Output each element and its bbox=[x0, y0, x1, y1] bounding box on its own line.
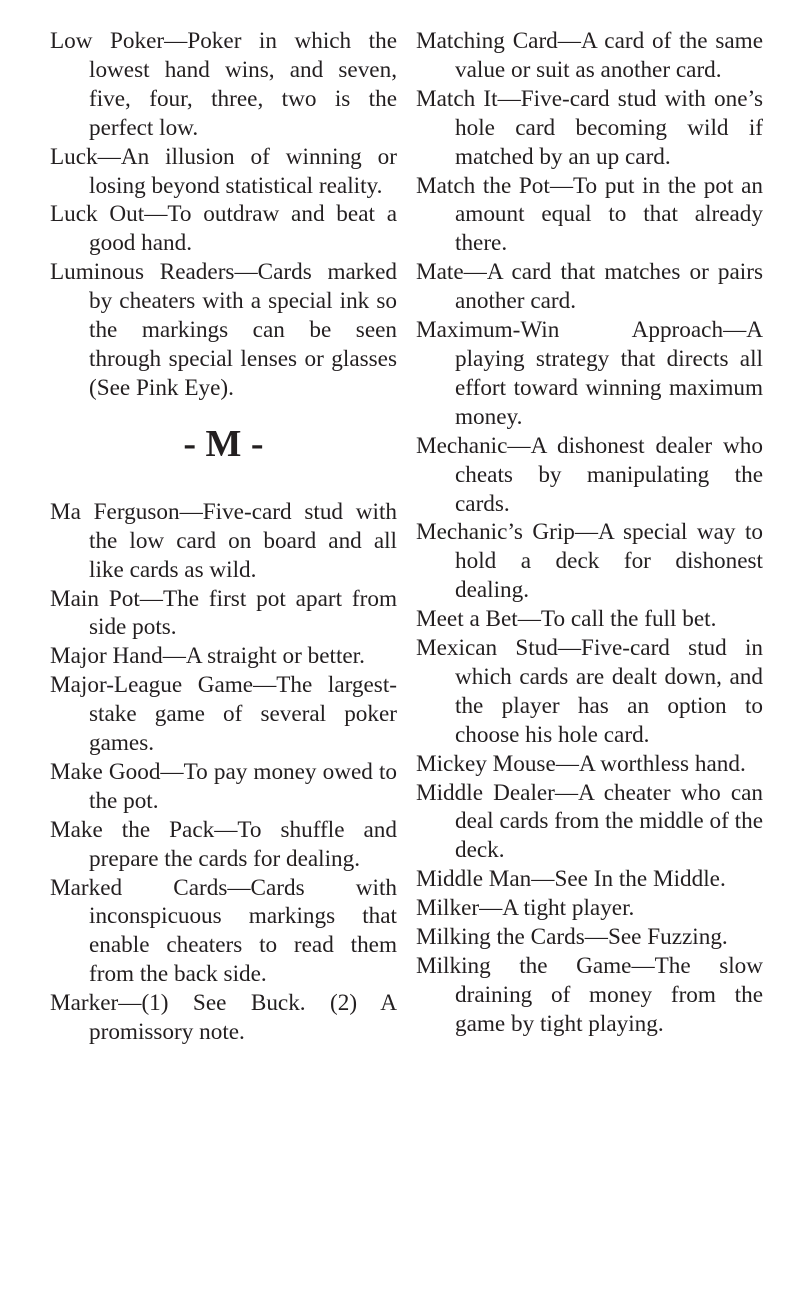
glossary-term: Match the Pot bbox=[416, 172, 550, 199]
term-separator: — bbox=[234, 259, 258, 286]
glossary-definition: Cards with inconspicuous markings that enable cheaters to read them from the back side. bbox=[89, 874, 397, 988]
term-separator: — bbox=[517, 606, 541, 633]
glossary-definition: The first pot apart from side pots. bbox=[89, 585, 397, 641]
glossary-entry bbox=[50, 498, 397, 585]
glossary-entry bbox=[50, 874, 397, 990]
glossary-definition: A dishonest dealer who cheats by manipulating the cards. bbox=[455, 432, 763, 517]
glossary-term: Ma Ferguson bbox=[50, 498, 180, 525]
glossary-definition: A special way to hold a deck for dishonest dealing. bbox=[455, 519, 763, 604]
term-separator: — bbox=[227, 874, 251, 901]
glossary-definition: To pay money owed to the pot. bbox=[89, 758, 397, 814]
glossary-term: Low Poker bbox=[50, 28, 165, 54]
glossary-term: Marker bbox=[50, 990, 119, 1017]
glossary-term: Make Good bbox=[50, 758, 161, 785]
glossary-definition: The slow draining of money from the game by tight playing. bbox=[455, 953, 764, 1037]
term-separator: — bbox=[574, 519, 599, 546]
glossary-entry bbox=[416, 27, 763, 85]
glossary-term: Mexican Stud bbox=[416, 635, 558, 662]
glossary-definition: A card that matches or pairs another card. bbox=[455, 259, 763, 315]
glossary-term: Mechanic bbox=[416, 432, 508, 459]
glossary-term: Marked Cards bbox=[50, 874, 228, 901]
term-separator: — bbox=[479, 895, 503, 922]
term-separator: — bbox=[214, 816, 238, 843]
glossary-entry bbox=[50, 585, 397, 643]
glossary-definition: A playing strategy that directs all effort toward winning maximum money. bbox=[455, 317, 763, 430]
glossary-definition: To shuffle and prepare the cards for dealing. bbox=[89, 816, 397, 872]
glossary-term: Mechanic’s Grip bbox=[416, 519, 575, 546]
glossary-definition: Five-card stud in which cards are dealt down, and the player has an option to choose his hole card. bbox=[455, 635, 763, 748]
term-separator: — bbox=[531, 866, 555, 893]
glossary-definition: Cards marked by cheaters with a special ink so the markings can be seen through special lenses or glasses (See Pink Eye). bbox=[89, 259, 397, 401]
glossary-definition: (1) See Buck. (2) A promissory note. bbox=[89, 990, 397, 1046]
glossary-entry bbox=[50, 671, 397, 758]
glossary-entry bbox=[416, 952, 763, 1039]
glossary-definition: See Fuzzing. bbox=[607, 924, 728, 951]
glossary-term: Major Hand bbox=[50, 643, 163, 670]
glossary-entry bbox=[416, 85, 763, 172]
glossary-term: Mate bbox=[416, 259, 464, 286]
term-separator: — bbox=[253, 672, 277, 699]
glossary-definition: A cheater who can deal cards from the middle of the deck. bbox=[455, 779, 764, 864]
glossary-entry bbox=[416, 779, 763, 866]
term-separator: — bbox=[554, 779, 579, 806]
glossary-definition: Five-card stud with the low card on board and all like cards as wild. bbox=[89, 498, 397, 583]
glossary-term: Maximum-Win Approach bbox=[416, 317, 724, 344]
glossary-entry bbox=[416, 518, 763, 605]
glossary-entry bbox=[50, 258, 397, 403]
glossary-definition: An illusion of winning or losing beyond statistical reality. bbox=[89, 143, 397, 199]
glossary-term: Mickey Mouse bbox=[416, 750, 556, 777]
glossary-entry bbox=[50, 758, 397, 816]
glossary-term: Matching Card bbox=[416, 28, 558, 54]
term-separator: — bbox=[97, 143, 121, 170]
term-separator: — bbox=[549, 172, 574, 199]
glossary-term: Luck bbox=[50, 143, 98, 170]
glossary-entry bbox=[50, 816, 397, 874]
glossary-entry bbox=[416, 172, 763, 259]
entries-after-m bbox=[50, 498, 397, 1047]
glossary-entry bbox=[50, 989, 397, 1047]
glossary-definition: A card of the same value or suit as another card. bbox=[455, 28, 763, 83]
glossary-definition: To call the full bet. bbox=[540, 606, 717, 633]
term-separator: — bbox=[497, 85, 521, 112]
glossary-term: Main Pot bbox=[50, 585, 140, 612]
term-separator: — bbox=[557, 635, 582, 662]
term-separator: — bbox=[507, 432, 531, 459]
term-separator: — bbox=[555, 750, 579, 777]
glossary-definition: A worthless hand. bbox=[578, 750, 746, 777]
glossary-definition: Poker in which the lowest hand wins, and seven, five, four, three, two is the perfect low. bbox=[89, 28, 397, 141]
glossary-term: Meet a Bet bbox=[416, 606, 518, 633]
glossary-entry bbox=[50, 27, 397, 143]
glossary-term: Luminous Readers bbox=[50, 259, 235, 286]
term-separator: — bbox=[164, 28, 188, 54]
glossary-entry bbox=[416, 432, 763, 519]
term-separator: — bbox=[118, 990, 142, 1017]
right-column bbox=[416, 27, 763, 1039]
glossary-definition: A straight or better. bbox=[185, 643, 365, 670]
term-separator: — bbox=[162, 643, 186, 670]
glossary-term: Middle Man bbox=[416, 866, 532, 893]
section-heading-m: - M - bbox=[183, 422, 264, 465]
glossary-entry bbox=[416, 750, 763, 779]
glossary-definition: Five-card stud with one’s hole card becoming wild if matched by an up card. bbox=[455, 85, 763, 170]
glossary-entry bbox=[416, 923, 763, 952]
glossary-entry bbox=[416, 258, 763, 316]
glossary-term: Luck Out bbox=[50, 201, 145, 228]
entries-before-m bbox=[50, 27, 397, 403]
glossary-term: Milking the Cards bbox=[416, 924, 585, 951]
term-separator: — bbox=[584, 924, 608, 951]
glossary-term: Middle Dealer bbox=[416, 779, 555, 806]
glossary-term: Make the Pack bbox=[50, 816, 215, 843]
glossary-definition: To outdraw and beat a good hand. bbox=[89, 201, 397, 257]
glossary-entry bbox=[50, 642, 397, 671]
term-separator: — bbox=[144, 201, 168, 228]
term-separator: — bbox=[179, 498, 203, 525]
glossary-entry bbox=[416, 316, 763, 432]
glossary-definition: See In the Middle. bbox=[554, 866, 726, 893]
glossary-definition: The largest-stake game of several poker games. bbox=[89, 672, 397, 757]
glossary-entry bbox=[416, 634, 763, 750]
glossary-entry bbox=[50, 143, 397, 201]
term-separator: — bbox=[723, 317, 747, 344]
entries-right bbox=[416, 27, 763, 1039]
term-separator: — bbox=[557, 28, 581, 54]
term-separator: — bbox=[463, 259, 487, 286]
left-column bbox=[50, 27, 397, 1047]
term-separator: — bbox=[139, 585, 163, 612]
glossary-entry bbox=[416, 894, 763, 923]
glossary-entry bbox=[416, 865, 763, 894]
term-separator: — bbox=[160, 758, 184, 785]
glossary-entry bbox=[50, 200, 397, 258]
glossary-term: Major-League Game bbox=[50, 672, 254, 699]
glossary-term: Milker bbox=[416, 895, 480, 922]
glossary-entry bbox=[416, 605, 763, 634]
glossary-definition: To put in the pot an amount equal to that already there. bbox=[455, 172, 763, 257]
glossary-term: Match It bbox=[416, 85, 498, 112]
term-separator: — bbox=[631, 953, 655, 979]
glossary-term: Milking the Game bbox=[416, 953, 632, 979]
glossary-definition: A tight player. bbox=[502, 895, 635, 922]
